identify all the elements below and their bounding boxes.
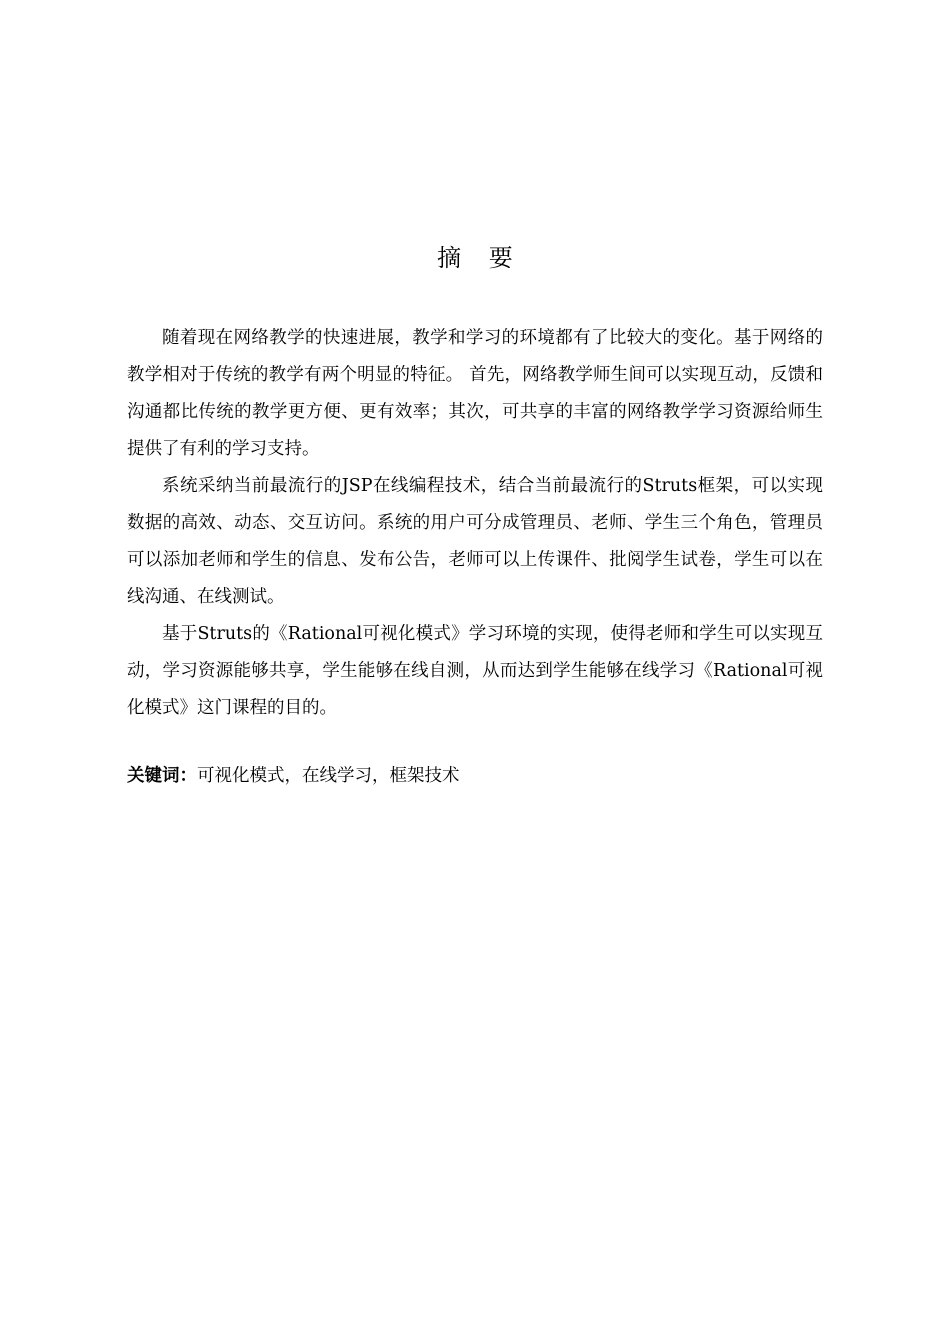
abstract-title: 摘 要 (437, 244, 523, 272)
abstract-body (127, 320, 823, 727)
abstract-paragraph-3: 基于Struts的《Rational可视化模式》学习环境的实现，使得老师和学生可以实现互动，学习资源能够共享，学生能够在线自测，从而达到学生能够在线学习《Rational可视化模式》这门课程的目的。 (127, 624, 823, 718)
abstract-paragraph-2: 系统采纳当前最流行的JSP在线编程技术，结合当前最流行的Struts框架，可以实现数据的高效、动态、交互访问。系统的用户可分成管理员、老师、学生三个角色，管理员可以添加老师和学生的信息、发布公告，老师可以上传课件、批阅学生试卷，学生可以在线沟通、在线测试。 (127, 476, 823, 607)
keywords-label: 关键词： (127, 766, 197, 786)
keywords-value: 可视化模式，在线学习，框架技术 (197, 766, 460, 786)
abstract-paragraph-1: 随着现在网络教学的快速进展，教学和学习的环境都有了比较大的变化。基于网络的教学相对于传统的教学有两个明显的特征。 首先，网络教学师生间可以实现互动，反馈和沟通都比传统的教学更方便、更有效率；其次，可共享的丰富的网络教学学习资源给师生提供了有利的学习支持。 (127, 328, 823, 459)
keywords-line (127, 758, 823, 795)
